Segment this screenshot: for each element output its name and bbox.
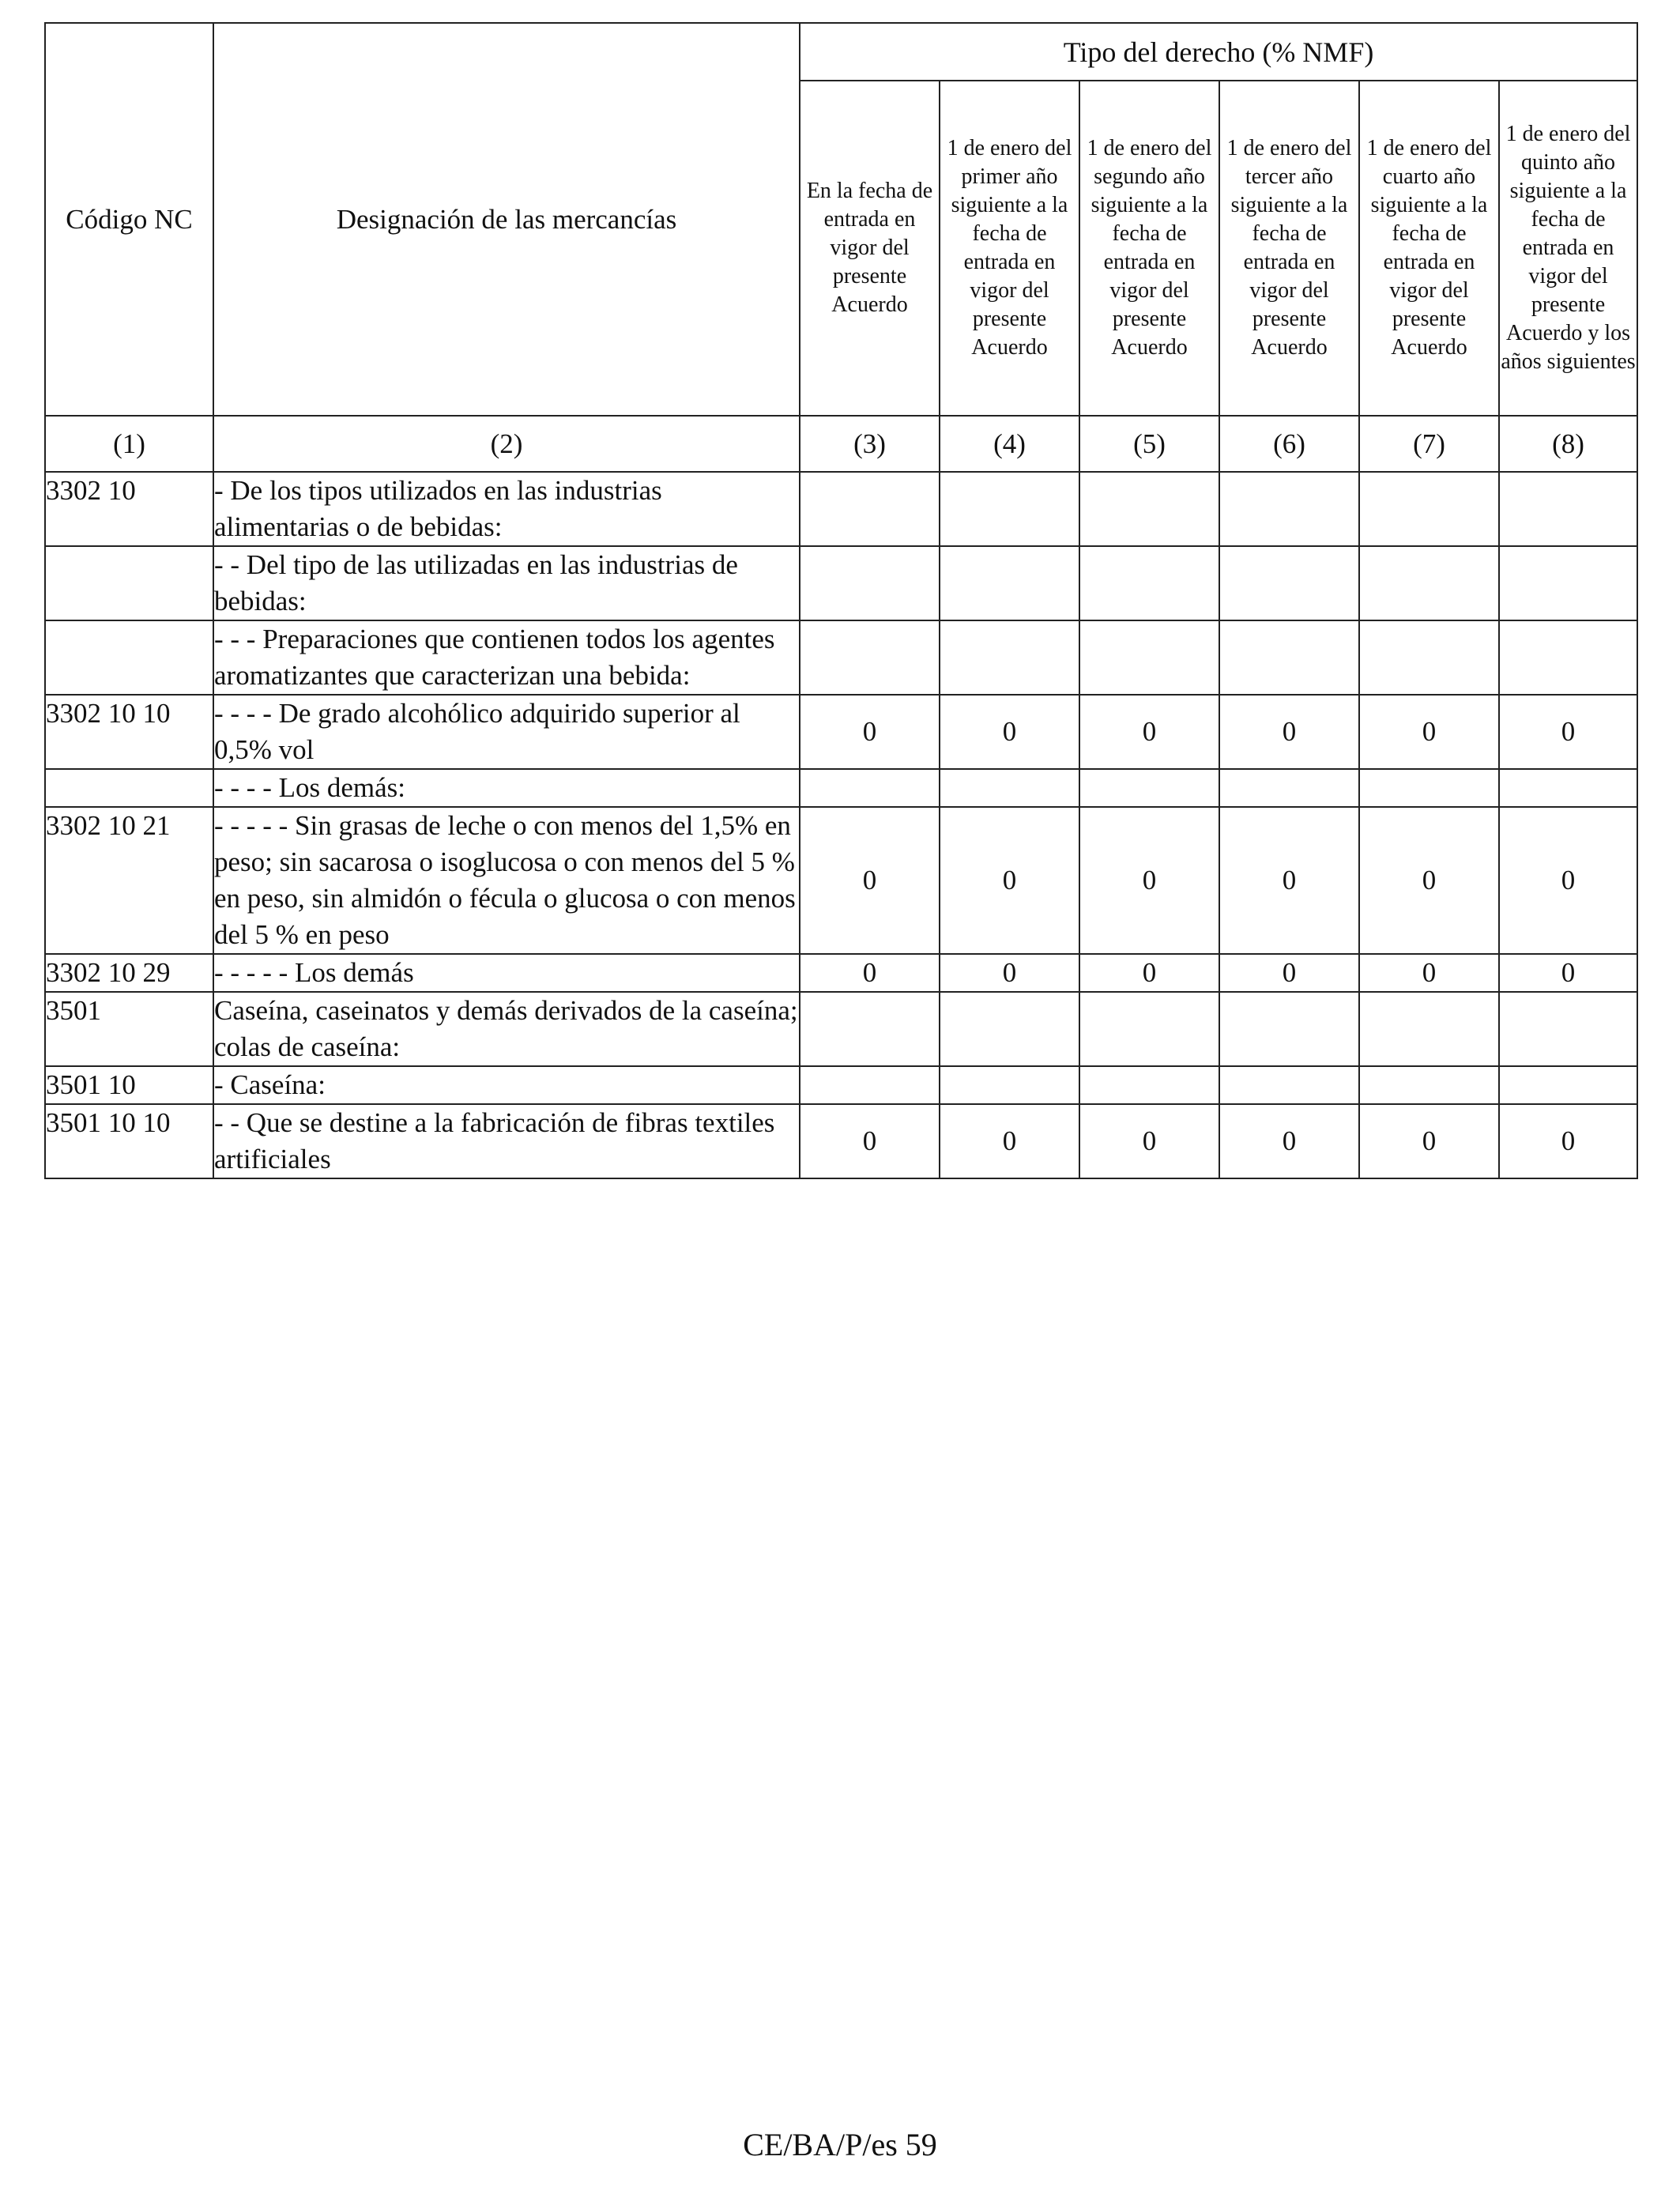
- rate-column-header: 1 de enero del segundo año siguiente a la fecha de entrada en vigor del presente Acuerdo: [1079, 81, 1219, 416]
- duty-rate-cell: [1219, 1066, 1359, 1104]
- table-row: [45, 620, 1637, 695]
- duty-rate-cell: 0: [1219, 695, 1359, 769]
- rate-column-header: 1 de enero del cuarto año siguiente a la fecha de entrada en vigor del presente Acuerdo: [1359, 81, 1499, 416]
- duty-rate-cell: 0: [1359, 807, 1499, 954]
- duty-rate-cell: [1359, 620, 1499, 695]
- duty-rate-cell: 0: [1219, 807, 1359, 954]
- goods-description: - - - Preparaciones que contienen todos los agentes aromatizantes que caracterizan una bebida:: [213, 620, 800, 695]
- goods-description: - - Que se destine a la fabricación de fibras textiles artificiales: [213, 1104, 800, 1178]
- table-row: [45, 1066, 1637, 1104]
- duty-rate-cell: [1079, 1066, 1219, 1104]
- table-row: [45, 546, 1637, 620]
- table-row: [45, 1104, 1637, 1178]
- column-number: (7): [1359, 416, 1499, 472]
- cn-code: 3302 10 21: [45, 807, 213, 954]
- duty-rate-cell: 0: [800, 1104, 940, 1178]
- column-number: (3): [800, 416, 940, 472]
- duty-rate-cell: [1219, 620, 1359, 695]
- goods-description: - - - - - Los demás: [213, 954, 800, 992]
- cn-code: [45, 769, 213, 807]
- column-number: (2): [213, 416, 800, 472]
- duty-rate-cell: [1219, 546, 1359, 620]
- cn-code: [45, 546, 213, 620]
- table-row: [45, 992, 1637, 1066]
- duty-rate-cell: [940, 620, 1079, 695]
- duty-rate-cell: [1219, 472, 1359, 546]
- cn-code: 3501 10: [45, 1066, 213, 1104]
- goods-description: Caseína, caseinatos y demás derivados de la caseína; colas de caseína:: [213, 992, 800, 1066]
- tariff-table: [44, 22, 1638, 1179]
- table-row: [45, 954, 1637, 992]
- duty-rate-cell: [1359, 1066, 1499, 1104]
- duty-rate-cell: [1499, 620, 1637, 695]
- cn-code: 3302 10 29: [45, 954, 213, 992]
- duty-rate-cell: 0: [1359, 954, 1499, 992]
- header-row-top: [45, 23, 1637, 81]
- table-row: [45, 695, 1637, 769]
- duty-rate-cell: 0: [1079, 695, 1219, 769]
- table-row: [45, 472, 1637, 546]
- table-row: [45, 769, 1637, 807]
- duty-rate-cell: 0: [940, 807, 1079, 954]
- designation-column-header: Designación de las mercancías: [213, 23, 800, 416]
- duty-rate-cell: [940, 769, 1079, 807]
- duty-rate-cell: [1079, 992, 1219, 1066]
- duty-rate-cell: 0: [1499, 695, 1637, 769]
- duty-rate-cell: 0: [1079, 954, 1219, 992]
- duty-rate-cell: [1359, 992, 1499, 1066]
- duty-rate-group-header: Tipo del derecho (% NMF): [800, 23, 1637, 81]
- duty-rate-cell: [1079, 620, 1219, 695]
- goods-description: - - Del tipo de las utilizadas en las industrias de bebidas:: [213, 546, 800, 620]
- rate-column-header: 1 de enero del quinto año siguiente a la fecha de entrada en vigor del presente Acuerdo y los años siguientes: [1499, 81, 1637, 416]
- duty-rate-cell: [1499, 546, 1637, 620]
- rate-column-header: En la fecha de entrada en vigor del presente Acuerdo: [800, 81, 940, 416]
- cn-code: 3302 10 10: [45, 695, 213, 769]
- duty-rate-cell: 0: [1219, 1104, 1359, 1178]
- duty-rate-cell: 0: [1359, 695, 1499, 769]
- duty-rate-cell: [800, 620, 940, 695]
- duty-rate-cell: [1079, 769, 1219, 807]
- column-number: (6): [1219, 416, 1359, 472]
- duty-rate-cell: [1359, 769, 1499, 807]
- duty-rate-cell: 0: [940, 1104, 1079, 1178]
- duty-rate-cell: 0: [1499, 807, 1637, 954]
- goods-description: - - - - - Sin grasas de leche o con menos del 1,5% en peso; sin sacarosa o isoglucosa o con menos del 5 % en peso, sin almidón o fécula o glucosa o con menos del 5 % en peso: [213, 807, 800, 954]
- duty-rate-cell: [800, 472, 940, 546]
- duty-rate-cell: [800, 769, 940, 807]
- goods-description: - - - - De grado alcohólico adquirido superior al 0,5% vol: [213, 695, 800, 769]
- duty-rate-cell: 0: [940, 695, 1079, 769]
- goods-description: - Caseína:: [213, 1066, 800, 1104]
- duty-rate-cell: [1359, 546, 1499, 620]
- duty-rate-cell: [1499, 1066, 1637, 1104]
- duty-rate-cell: [1079, 546, 1219, 620]
- cn-code: 3501 10 10: [45, 1104, 213, 1178]
- column-number: (1): [45, 416, 213, 472]
- table-row: [45, 807, 1637, 954]
- duty-rate-cell: 0: [800, 695, 940, 769]
- duty-rate-cell: 0: [800, 807, 940, 954]
- duty-rate-cell: [1079, 472, 1219, 546]
- cn-code: [45, 620, 213, 695]
- goods-description: - - - - Los demás:: [213, 769, 800, 807]
- duty-rate-cell: [1359, 472, 1499, 546]
- column-number: (5): [1079, 416, 1219, 472]
- duty-rate-cell: [940, 992, 1079, 1066]
- column-number: (8): [1499, 416, 1637, 472]
- duty-rate-cell: [800, 1066, 940, 1104]
- column-number-row: [45, 416, 1637, 472]
- table-body: [45, 472, 1637, 1178]
- duty-rate-cell: [940, 472, 1079, 546]
- duty-rate-cell: [800, 992, 940, 1066]
- duty-rate-cell: [940, 546, 1079, 620]
- page-footer: CE/BA/P/es 59: [743, 2127, 937, 2162]
- duty-rate-cell: 0: [940, 954, 1079, 992]
- duty-rate-cell: 0: [1359, 1104, 1499, 1178]
- duty-rate-cell: [1219, 992, 1359, 1066]
- column-number: (4): [940, 416, 1079, 472]
- cn-code: 3302 10: [45, 472, 213, 546]
- duty-rate-cell: 0: [1079, 807, 1219, 954]
- duty-rate-cell: [940, 1066, 1079, 1104]
- code-column-header: Código NC: [45, 23, 213, 416]
- goods-description: - De los tipos utilizados en las industrias alimentarias o de bebidas:: [213, 472, 800, 546]
- duty-rate-cell: 0: [800, 954, 940, 992]
- duty-rate-cell: 0: [1219, 954, 1359, 992]
- duty-rate-cell: 0: [1499, 954, 1637, 992]
- duty-rate-cell: [800, 546, 940, 620]
- duty-rate-cell: 0: [1499, 1104, 1637, 1178]
- duty-rate-cell: 0: [1079, 1104, 1219, 1178]
- cn-code: 3501: [45, 992, 213, 1066]
- duty-rate-cell: [1219, 769, 1359, 807]
- duty-rate-cell: [1499, 769, 1637, 807]
- rate-column-header: 1 de enero del primer año siguiente a la fecha de entrada en vigor del presente Acuerdo: [940, 81, 1079, 416]
- duty-rate-cell: [1499, 992, 1637, 1066]
- duty-rate-cell: [1499, 472, 1637, 546]
- rate-column-header: 1 de enero del tercer año siguiente a la fecha de entrada en vigor del presente Acuerdo: [1219, 81, 1359, 416]
